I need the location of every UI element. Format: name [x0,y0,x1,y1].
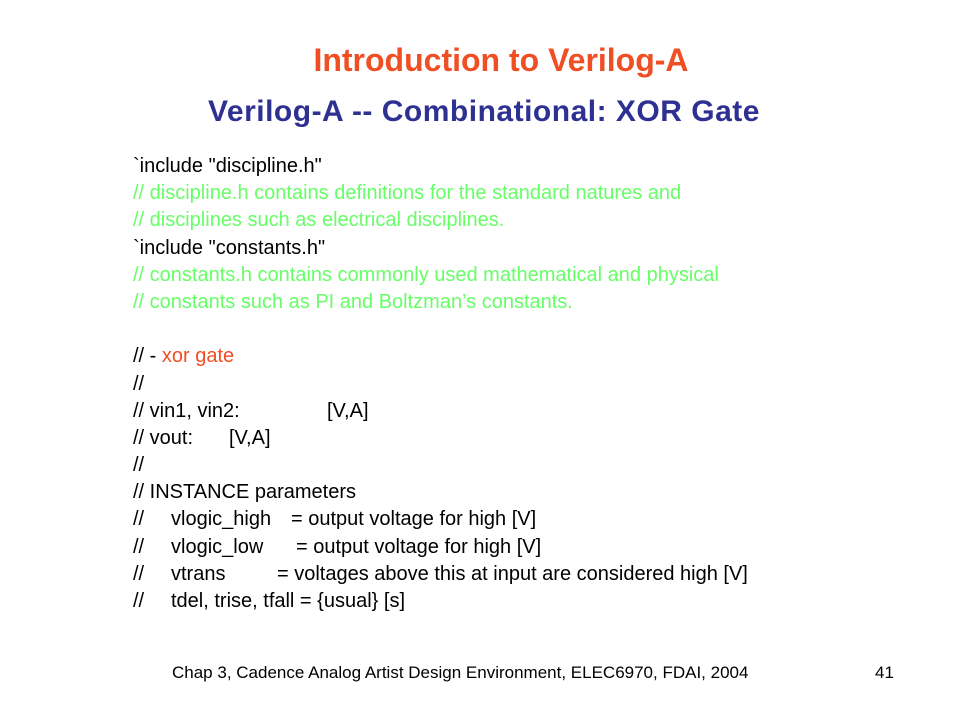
comment-line: // constants such as PI and Boltzman’s constants. [133,290,573,313]
param-description: tdel, trise, tfall = {usual} [s] [171,590,406,612]
code-block [133,153,933,615]
slide-title: Introduction to Verilog-A [313,42,689,78]
page-number: 41 [875,663,894,682]
include-constants-line: `include "constants.h" [133,236,326,259]
comment-line: // [133,454,145,477]
param-description: = output voltage for high [V] [296,535,542,558]
xor-gate-label: xor gate [161,345,235,368]
param-name: vlogic_low [171,535,264,558]
vout-units: [V,A] [229,426,271,449]
comment-line: // discipline.h contains definitions for the standard natures and [133,182,682,205]
include-discipline-line: `include "discipline.h" [133,155,322,177]
comment-line: // disciplines such as electrical disciplines. [133,209,505,232]
param-description: = voltages above this at input are considered high [V] [277,562,748,585]
param-line: // tdel, trise, tfall = {usual} [s] [133,590,406,612]
comment-prefix: // - [133,345,162,368]
instance-parameters-line: // INSTANCE parameters [133,481,357,504]
param-name: vtrans [171,562,226,585]
param-description: = output voltage for high [V] [291,508,537,531]
param-line: // vlogic_high = output voltage for high [V] [133,506,933,533]
vout-label: // vout: [133,426,194,449]
comment-line: // [133,372,145,395]
xor-gate-line [133,343,933,370]
slide-subtitle: Verilog-A -- Combinational: XOR Gate [208,95,760,128]
vin-line [133,398,933,425]
vout-line [133,425,933,452]
vin-label: // vin1, vin2: [133,399,240,422]
vin-units: [V,A] [327,399,369,422]
param-name: vlogic_high [171,508,272,531]
param-line: // vtrans = voltages above this at input are considered high [V] [133,561,933,588]
blank-line [133,316,933,343]
param-line: // vlogic_low = output voltage for high [V] [133,534,933,561]
slide-footer: Chap 3, Cadence Analog Artist Design Environment, ELEC6970, FDAI, 2004 [172,663,749,682]
comment-line: // constants.h contains commonly used mathematical and physical [133,263,719,286]
